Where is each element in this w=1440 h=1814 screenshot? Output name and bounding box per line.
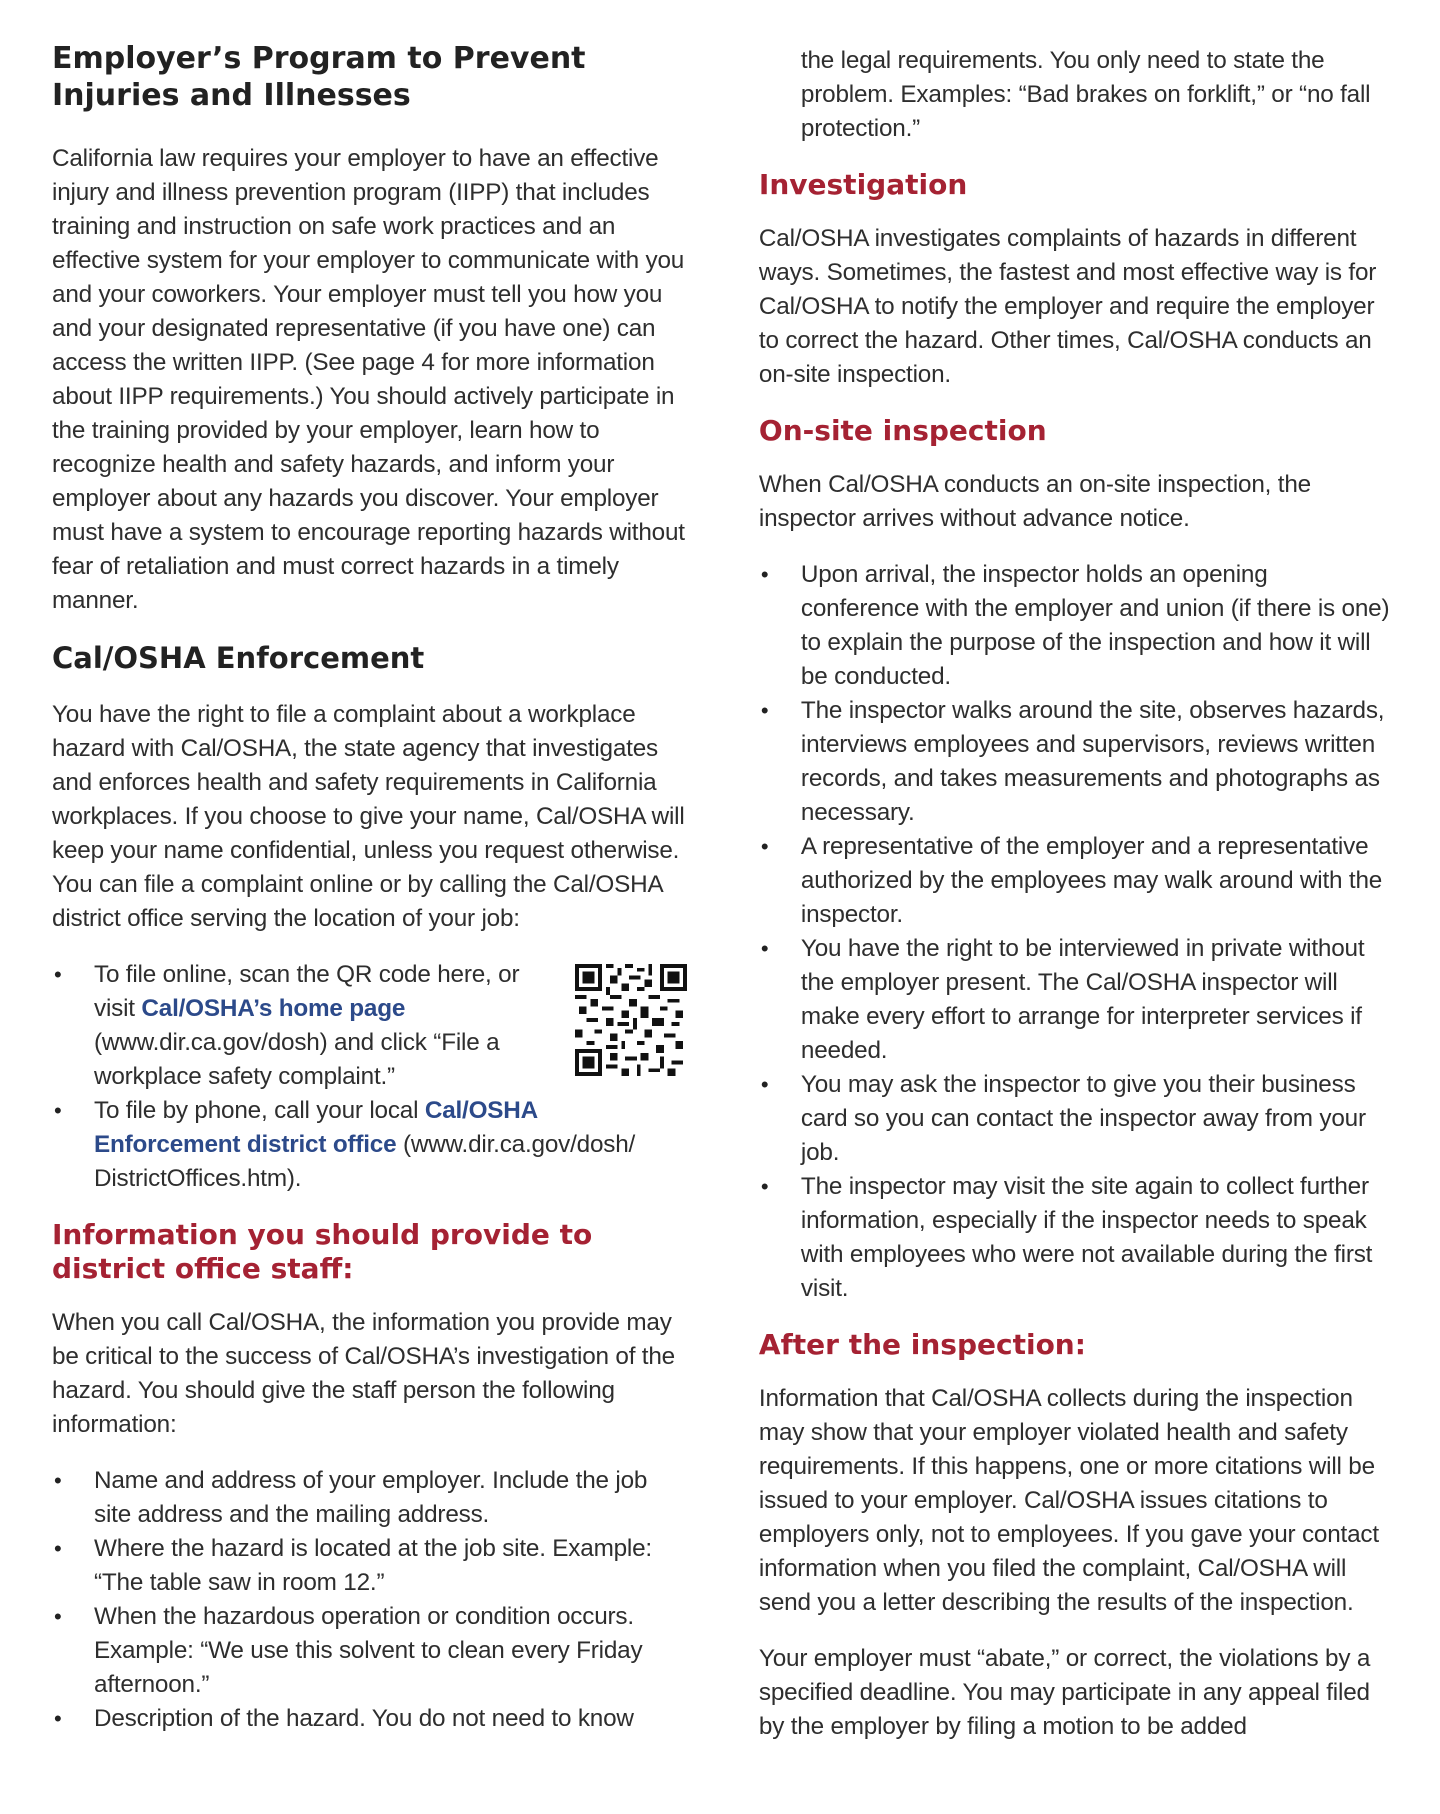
list-item-text: (www.dir.ca.gov/dosh) and click “File a workplace safety complaint.” [94,1029,500,1090]
onsite-list [759,558,1390,1306]
after-paragraph-2: Your employer must “abate,” or correct, the violations by a specified deadline. You may participate in any appeal filed by the employer by filing a motion to be added [758,1645,1371,1740]
list-item-text: The inspector may visit the site again to collect further information, especially if the inspector needs to speak with employees who were not available during the first visit. [800,1173,1373,1302]
file-complaint-list [52,958,687,1196]
list-item [759,694,1390,830]
bullet-icon: • [760,936,769,961]
district-office-link[interactable]: Cal/OSHA Enforcement district office [94,1097,538,1158]
list-item [759,1068,1390,1170]
calosha-home-page-link[interactable]: Cal/OSHA’s home page [141,995,406,1022]
bullet-icon: • [54,962,62,987]
bullet-icon: • [54,1604,62,1629]
list-item [759,932,1390,1068]
list-item [759,558,1390,694]
bullet-icon: • [760,1072,769,1097]
bullet-icon: • [760,1174,769,1199]
iipp-paragraph: California law requires your employer to have an effective injury and illness prevention program (IIPP) that includes training and instruction on safe work practices and an effective system for your employer to communicate with you and your coworkers. Your employer must tell you how you and your designated representative (if you have one) can access the written IIPP. (See page 4 for more information about IIPP requirements.) You should actively participate in the training provided by your employer, learn how to recognize health and safety hazards, and inform your employer about any hazards you discover. Your employer must have a system to encourage reporting hazards without fear of retaliation and must correct hazards in a timely manner. [52,145,685,614]
enforcement-heading: Cal/OSHA Enforcement [52,641,425,675]
qr-code-icon[interactable] [575,964,687,1076]
list-item-text: To file by phone, call your local [94,1097,425,1124]
list-item-text: A representative of the employer and a representative authorized by the employees may walk around with the inspector. [800,833,1383,928]
list-item-text: When the hazardous operation or condition occurs. Example: “We use this solvent to clean every Friday afternoon.” [94,1603,643,1698]
list-item [52,958,687,1094]
bullet-icon: • [54,1536,62,1561]
after-paragraph-1: Information that Cal/OSHA collects during the inspection may show that your employer violated health and safety requirements. If this happens, one or more citations will be issued to your employer. Cal/OSHA issues citations to employers only, not to employees. If you gave your contact information when you filed the complaint, Cal/OSHA will send you a letter describing the results of the inspection. [758,1385,1379,1616]
continued-bullet-text: the legal requirements. You only need to state the problem. Examples: “Bad brakes on forklift,” or “no fall protection.” [800,47,1371,142]
info-paragraph: When you call Cal/OSHA, the information you provide may be critical to the success of Cal/OSHA’s investigation of the hazard. You should give the staff person the following information: [52,1309,675,1438]
list-item [52,1600,687,1702]
left-column [52,40,687,1814]
list-item-text: Name and address of your employer. Include the job site address and the mailing address. [94,1467,648,1528]
list-item-text: Where the hazard is located at the job site. Example: “The table saw in room 12.” [94,1535,652,1596]
list-item [52,1464,687,1532]
list-item-text: Description of the hazard. You do not need to know [94,1705,634,1732]
after-inspection-heading: After the inspection: [758,1328,1086,1361]
list-item-text: Upon arrival, the inspector holds an opening conference with the employer and union (if there is one) to explain the purpose of the inspection and how it will be conducted. [800,561,1390,690]
onsite-paragraph: When Cal/OSHA conducts an on-site inspection, the inspector arrives without advance notice. [758,471,1311,532]
right-column [759,40,1390,1814]
list-item-text: You have the right to be interviewed in private without the employer present. The Cal/OSHA inspector will make every effort to arrange for interpreter services if needed. [800,935,1365,1064]
bullet-icon: • [54,1706,62,1731]
investigation-paragraph: Cal/OSHA investigates complaints of hazards in different ways. Sometimes, the fastest and most effective way is for Cal/OSHA to notify the employer and require the employer to correct the hazard. Other times, Cal/OSHA conducts an on-site inspection. [758,225,1377,388]
bullet-icon: • [54,1468,62,1493]
list-item [52,1702,687,1736]
page-title: Employer’s Program to Prevent Injuries and Illnesses [52,41,586,113]
list-item [759,830,1390,932]
bullet-icon: • [760,562,769,587]
bullet-icon: • [760,834,769,859]
onsite-heading: On-site inspection [758,414,1047,447]
bullet-icon: • [760,698,769,723]
list-item [759,1170,1390,1306]
list-item [52,1532,687,1600]
list-item [52,1094,687,1196]
investigation-heading: Investigation [758,168,968,201]
info-list [52,1464,687,1736]
info-heading: Information you should provide to district office staff: [52,1218,593,1285]
bullet-icon: • [54,1098,62,1123]
list-item-text: You may ask the inspector to give you their business card so you can contact the inspector away from your job. [800,1071,1366,1166]
list-item-text: The inspector walks around the site, observes hazards, interviews employees and supervisors, reviews written records, and takes measurements and photographs as necessary. [800,697,1385,826]
list-item-text: To file online, scan the QR code here, or visit [94,961,520,1022]
enforcement-paragraph: You have the right to file a complaint about a workplace hazard with Cal/OSHA, the state agency that investigates and enforces health and safety requirements in California workplaces. If you choose to give your name, Cal/OSHA will keep your name confidential, unless you request otherwise. You can file a complaint online or by calling the Cal/OSHA district office serving the location of your job: [52,701,685,932]
list-item-text: (www.dir.ca.gov/dosh/ DistrictOffices.htm). [94,1131,636,1192]
